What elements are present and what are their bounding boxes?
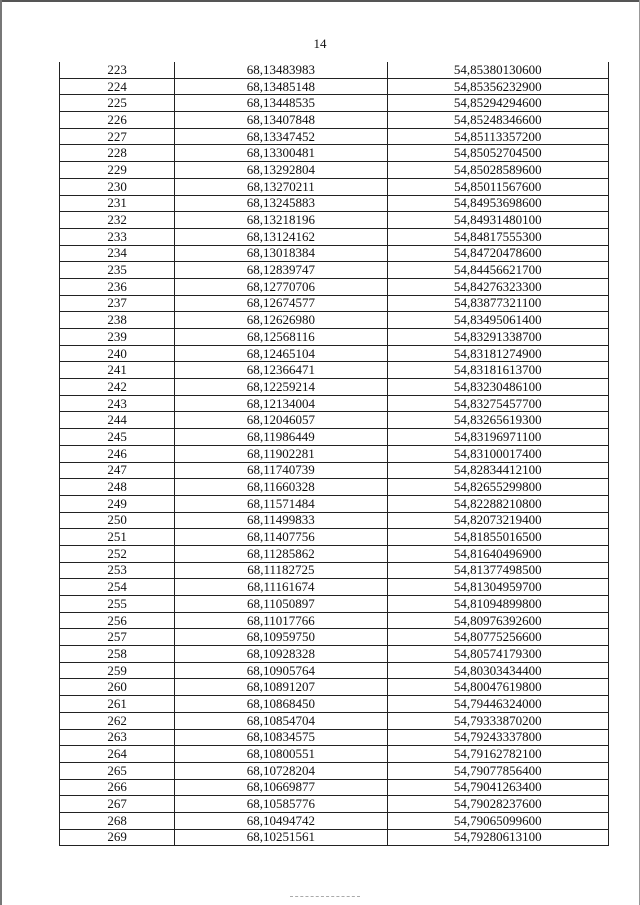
table-row: [60, 329, 609, 346]
table-row: [60, 612, 609, 629]
point-number-cell: 240: [60, 345, 175, 362]
point-number-cell: 224: [60, 78, 175, 95]
point-number-cell: 244: [60, 412, 175, 429]
y-coordinate-cell: 54,85052704500: [387, 145, 608, 162]
x-coordinate-cell: 68,11571484: [175, 495, 387, 512]
y-coordinate-cell: 54,80775256600: [387, 629, 608, 646]
y-coordinate-cell: 54,81855016500: [387, 529, 608, 546]
point-number-cell: 259: [60, 662, 175, 679]
point-number-cell: 260: [60, 679, 175, 696]
point-number-cell: 250: [60, 512, 175, 529]
table-row: [60, 596, 609, 613]
point-number-cell: 266: [60, 779, 175, 796]
x-coordinate-cell: 68,13018384: [175, 245, 387, 262]
y-coordinate-cell: 54,84931480100: [387, 212, 608, 229]
x-coordinate-cell: 68,11285862: [175, 545, 387, 562]
point-number-cell: 237: [60, 295, 175, 312]
point-number-cell: 247: [60, 462, 175, 479]
y-coordinate-cell: 54,80574179300: [387, 646, 608, 663]
table-row: [60, 629, 609, 646]
table-row: [60, 228, 609, 245]
table-row: [60, 796, 609, 813]
point-number-cell: 245: [60, 429, 175, 446]
table-row: [60, 145, 609, 162]
table-row: [60, 162, 609, 179]
table-row: [60, 545, 609, 562]
y-coordinate-cell: 54,83100017400: [387, 445, 608, 462]
table-row: [60, 95, 609, 112]
scan-edge-top: [0, 0, 640, 2]
table-row: [60, 379, 609, 396]
y-coordinate-cell: 54,83877321100: [387, 295, 608, 312]
x-coordinate-cell: 68,11050897: [175, 596, 387, 613]
table-row: [60, 62, 609, 78]
table-row: [60, 646, 609, 663]
y-coordinate-cell: 54,80303434400: [387, 662, 608, 679]
point-number-cell: 233: [60, 228, 175, 245]
x-coordinate-cell: 68,12839747: [175, 262, 387, 279]
x-coordinate-cell: 68,12465104: [175, 345, 387, 362]
x-coordinate-cell: 68,10585776: [175, 796, 387, 813]
coordinates-table-body: [60, 62, 609, 846]
point-number-cell: 231: [60, 195, 175, 212]
x-coordinate-cell: 68,10494742: [175, 812, 387, 829]
y-coordinate-cell: 54,81377498500: [387, 562, 608, 579]
point-number-cell: 263: [60, 729, 175, 746]
x-coordinate-cell: 68,10959750: [175, 629, 387, 646]
point-number-cell: 264: [60, 746, 175, 763]
table-row: [60, 579, 609, 596]
y-coordinate-cell: 54,84276323300: [387, 278, 608, 295]
point-number-cell: 230: [60, 178, 175, 195]
x-coordinate-cell: 68,13292804: [175, 162, 387, 179]
table-row: [60, 78, 609, 95]
y-coordinate-cell: 54,79028237600: [387, 796, 608, 813]
y-coordinate-cell: 54,83181613700: [387, 362, 608, 379]
table-row: [60, 479, 609, 496]
table-row: [60, 696, 609, 713]
point-number-cell: 239: [60, 329, 175, 346]
table-row: [60, 712, 609, 729]
x-coordinate-cell: 68,10868450: [175, 696, 387, 713]
point-number-cell: 226: [60, 112, 175, 129]
point-number-cell: 269: [60, 829, 175, 846]
x-coordinate-cell: 68,13300481: [175, 145, 387, 162]
y-coordinate-cell: 54,81640496900: [387, 545, 608, 562]
x-coordinate-cell: 68,10251561: [175, 829, 387, 846]
y-coordinate-cell: 54,85294294600: [387, 95, 608, 112]
x-coordinate-cell: 68,13448535: [175, 95, 387, 112]
x-coordinate-cell: 68,13485148: [175, 78, 387, 95]
point-number-cell: 234: [60, 245, 175, 262]
point-number-cell: 229: [60, 162, 175, 179]
table-row: [60, 529, 609, 546]
x-coordinate-cell: 68,12134004: [175, 395, 387, 412]
point-number-cell: 236: [60, 278, 175, 295]
y-coordinate-cell: 54,85248346600: [387, 112, 608, 129]
x-coordinate-cell: 68,10834575: [175, 729, 387, 746]
point-number-cell: 262: [60, 712, 175, 729]
x-coordinate-cell: 68,10854704: [175, 712, 387, 729]
table-row: [60, 829, 609, 846]
y-coordinate-cell: 54,83291338700: [387, 329, 608, 346]
table-row: [60, 662, 609, 679]
y-coordinate-cell: 54,82655299800: [387, 479, 608, 496]
y-coordinate-cell: 54,83196971100: [387, 429, 608, 446]
y-coordinate-cell: 54,83275457700: [387, 395, 608, 412]
x-coordinate-cell: 68,13483983: [175, 62, 387, 78]
y-coordinate-cell: 54,82288210800: [387, 495, 608, 512]
x-coordinate-cell: 68,13124162: [175, 228, 387, 245]
y-coordinate-cell: 54,85380130600: [387, 62, 608, 78]
x-coordinate-cell: 68,11407756: [175, 529, 387, 546]
point-number-cell: 256: [60, 612, 175, 629]
y-coordinate-cell: 54,83181274900: [387, 345, 608, 362]
table-row: [60, 395, 609, 412]
table-row: [60, 562, 609, 579]
y-coordinate-cell: 54,84456621700: [387, 262, 608, 279]
table-row: [60, 812, 609, 829]
x-coordinate-cell: 68,11740739: [175, 462, 387, 479]
x-coordinate-cell: 68,13347452: [175, 128, 387, 145]
x-coordinate-cell: 68,13270211: [175, 178, 387, 195]
point-number-cell: 254: [60, 579, 175, 596]
footer-rule: [290, 896, 360, 897]
x-coordinate-cell: 68,11902281: [175, 445, 387, 462]
x-coordinate-cell: 68,12674577: [175, 295, 387, 312]
point-number-cell: 253: [60, 562, 175, 579]
x-coordinate-cell: 68,13218196: [175, 212, 387, 229]
table-row: [60, 429, 609, 446]
table-row: [60, 362, 609, 379]
x-coordinate-cell: 68,11161674: [175, 579, 387, 596]
x-coordinate-cell: 68,10928328: [175, 646, 387, 663]
coordinates-table: [59, 62, 609, 846]
point-number-cell: 243: [60, 395, 175, 412]
y-coordinate-cell: 54,83230486100: [387, 379, 608, 396]
x-coordinate-cell: 68,11986449: [175, 429, 387, 446]
point-number-cell: 265: [60, 762, 175, 779]
y-coordinate-cell: 54,79243337800: [387, 729, 608, 746]
y-coordinate-cell: 54,85356232900: [387, 78, 608, 95]
point-number-cell: 248: [60, 479, 175, 496]
x-coordinate-cell: 68,12259214: [175, 379, 387, 396]
x-coordinate-cell: 68,13407848: [175, 112, 387, 129]
table-row: [60, 679, 609, 696]
point-number-cell: 241: [60, 362, 175, 379]
x-coordinate-cell: 68,12366471: [175, 362, 387, 379]
table-row: [60, 112, 609, 129]
table-row: [60, 779, 609, 796]
y-coordinate-cell: 54,85011567600: [387, 178, 608, 195]
point-number-cell: 238: [60, 312, 175, 329]
page-number: 14: [313, 36, 327, 51]
y-coordinate-cell: 54,79446324000: [387, 696, 608, 713]
point-number-cell: 227: [60, 128, 175, 145]
table-row: [60, 445, 609, 462]
point-number-cell: 225: [60, 95, 175, 112]
table-row: [60, 245, 609, 262]
x-coordinate-cell: 68,11660328: [175, 479, 387, 496]
table-row: [60, 178, 609, 195]
x-coordinate-cell: 68,13245883: [175, 195, 387, 212]
x-coordinate-cell: 68,10905764: [175, 662, 387, 679]
x-coordinate-cell: 68,12626980: [175, 312, 387, 329]
point-number-cell: 246: [60, 445, 175, 462]
y-coordinate-cell: 54,81304959700: [387, 579, 608, 596]
point-number-cell: 268: [60, 812, 175, 829]
point-number-cell: 223: [60, 62, 175, 78]
table-row: [60, 262, 609, 279]
x-coordinate-cell: 68,11017766: [175, 612, 387, 629]
table-row: [60, 345, 609, 362]
y-coordinate-cell: 54,79162782100: [387, 746, 608, 763]
y-coordinate-cell: 54,85113357200: [387, 128, 608, 145]
x-coordinate-cell: 68,10800551: [175, 746, 387, 763]
x-coordinate-cell: 68,12770706: [175, 278, 387, 295]
y-coordinate-cell: 54,84953698600: [387, 195, 608, 212]
point-number-cell: 242: [60, 379, 175, 396]
table-row: [60, 278, 609, 295]
y-coordinate-cell: 54,85028589600: [387, 162, 608, 179]
y-coordinate-cell: 54,82073219400: [387, 512, 608, 529]
y-coordinate-cell: 54,83265619300: [387, 412, 608, 429]
table-row: [60, 512, 609, 529]
table-row: [60, 762, 609, 779]
x-coordinate-cell: 68,12046057: [175, 412, 387, 429]
x-coordinate-cell: 68,10669877: [175, 779, 387, 796]
point-number-cell: 251: [60, 529, 175, 546]
y-coordinate-cell: 54,84720478600: [387, 245, 608, 262]
table-row: [60, 295, 609, 312]
point-number-cell: 228: [60, 145, 175, 162]
table-row: [60, 495, 609, 512]
x-coordinate-cell: 68,10728204: [175, 762, 387, 779]
y-coordinate-cell: 54,79041263400: [387, 779, 608, 796]
table-row: [60, 195, 609, 212]
point-number-cell: 255: [60, 596, 175, 613]
y-coordinate-cell: 54,80047619800: [387, 679, 608, 696]
point-number-cell: 261: [60, 696, 175, 713]
x-coordinate-cell: 68,11499833: [175, 512, 387, 529]
table-row: [60, 312, 609, 329]
scan-edge-left: [0, 0, 2, 905]
point-number-cell: 257: [60, 629, 175, 646]
table-row: [60, 729, 609, 746]
y-coordinate-cell: 54,79077856400: [387, 762, 608, 779]
y-coordinate-cell: 54,83495061400: [387, 312, 608, 329]
point-number-cell: 249: [60, 495, 175, 512]
x-coordinate-cell: 68,12568116: [175, 329, 387, 346]
table-row: [60, 746, 609, 763]
table-row: [60, 412, 609, 429]
x-coordinate-cell: 68,11182725: [175, 562, 387, 579]
y-coordinate-cell: 54,84817555300: [387, 228, 608, 245]
y-coordinate-cell: 54,79280613100: [387, 829, 608, 846]
table-row: [60, 128, 609, 145]
y-coordinate-cell: 54,80976392600: [387, 612, 608, 629]
y-coordinate-cell: 54,79065099600: [387, 812, 608, 829]
point-number-cell: 258: [60, 646, 175, 663]
y-coordinate-cell: 54,81094899800: [387, 596, 608, 613]
point-number-cell: 232: [60, 212, 175, 229]
point-number-cell: 267: [60, 796, 175, 813]
x-coordinate-cell: 68,10891207: [175, 679, 387, 696]
table-row: [60, 212, 609, 229]
y-coordinate-cell: 54,79333870200: [387, 712, 608, 729]
table-row: [60, 462, 609, 479]
point-number-cell: 252: [60, 545, 175, 562]
y-coordinate-cell: 54,82834412100: [387, 462, 608, 479]
point-number-cell: 235: [60, 262, 175, 279]
